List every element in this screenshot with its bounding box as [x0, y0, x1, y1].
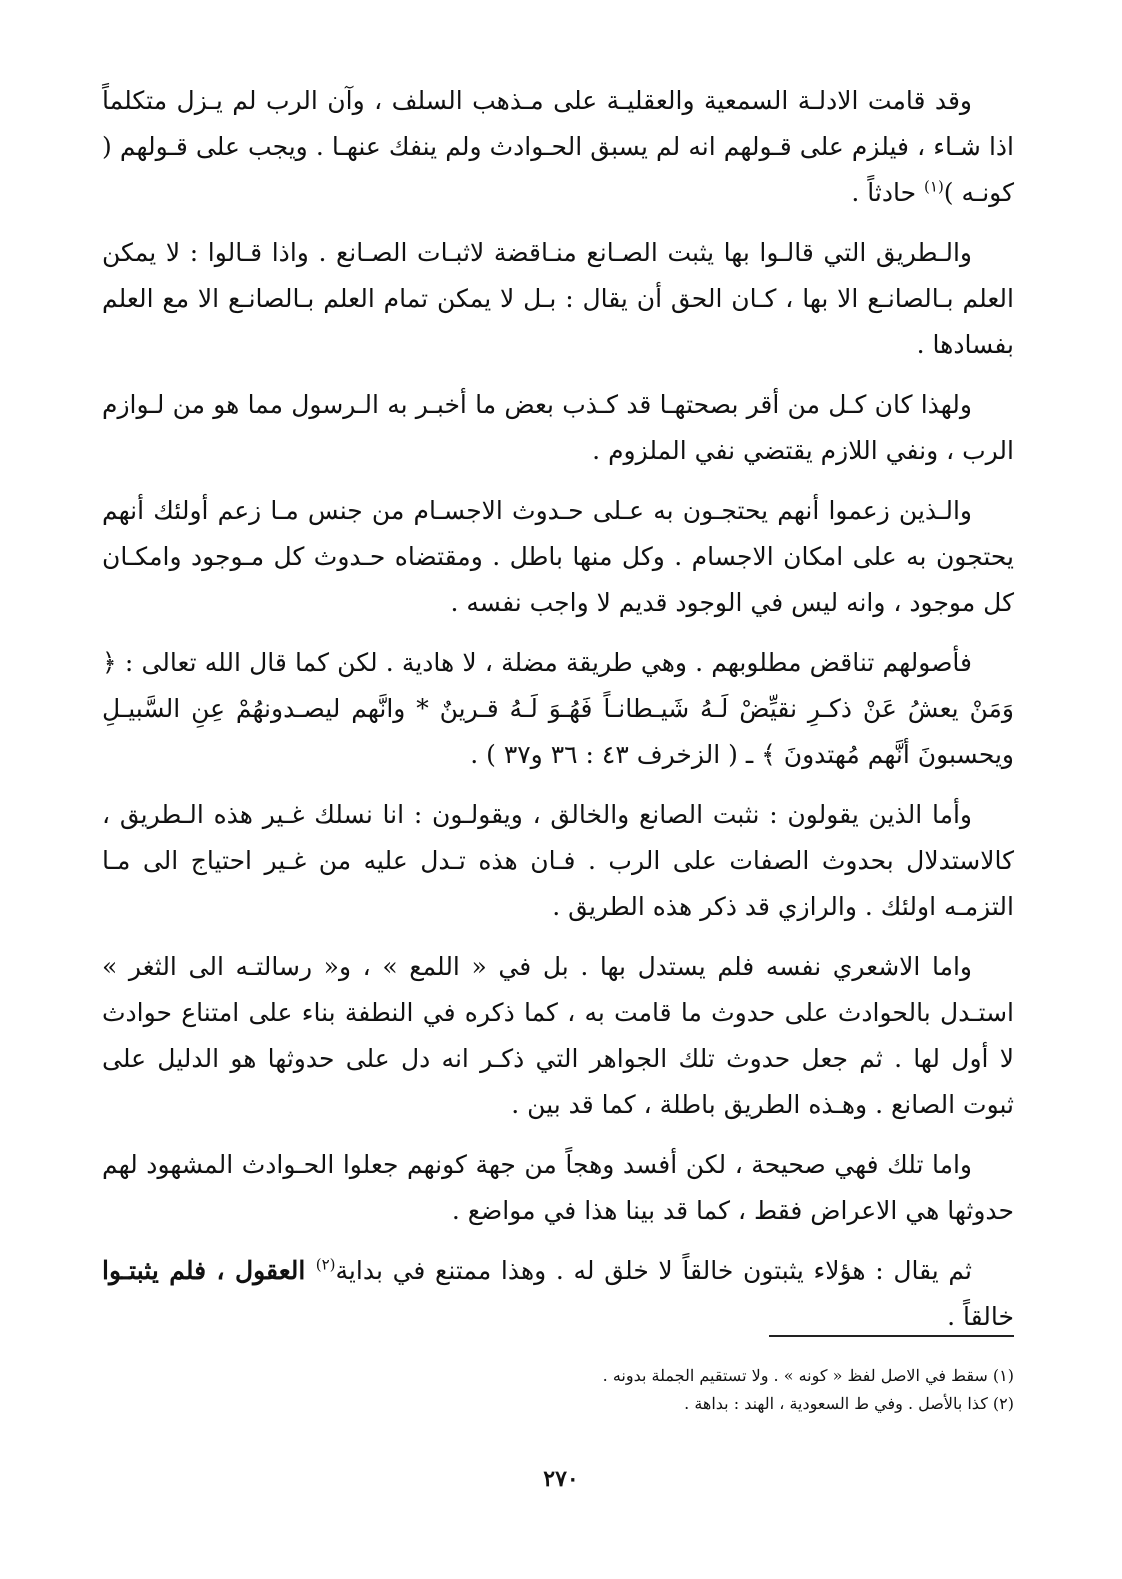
paragraph-text-bold: العقول ، فلم يثبتـوا	[102, 1256, 316, 1285]
paragraph-2	[102, 230, 1014, 368]
paragraph-text: واما تلك فهي صحيحة ، لكن أفسد وهجاً من جهة كونهم جعلوا الحـوادث المشهود لهم حدوثها هي الاعراض فقط ، كما قد بينا هذا في مواضع .	[102, 1150, 1014, 1225]
main-text	[102, 78, 1014, 1354]
paragraph-text: وأما الذين يقولون : نثبت الصانع والخالق ، ويقولـون : انا نسلك غـير هذه الـطريق ، كالاستدلال بحدوث الصفات على الرب . فـان هذه تـدل عليه من غـير احتياج الى مـا التزمـه اولئك . والرازي قد ذكر هذه الطريق .	[102, 800, 1014, 921]
paragraph-text: ثم يقال : هؤلاء يثبتون خالقاً لا خلق له . وهذا ممتنع في بداية	[335, 1256, 972, 1285]
paragraph-9	[102, 1248, 1014, 1340]
footnotes	[102, 1362, 1014, 1418]
paragraph-5	[102, 640, 1014, 778]
footnote-marker-1: (١)	[924, 177, 944, 196]
paragraph-8	[102, 1142, 1014, 1234]
paragraph-text: واما الاشعري نفسه فلم يستدل بها . بل في « اللمع » ، و« رسالتـه الى الثغر » استـدل بالحوادث على حدوث ما قامت به ، كما ذكره في النطفة بناء على امتناع حوادث لا أول لها . ثم جعل حدوث تلك الجواهر التي ذكـر انه دل على حدوثها هو الدليل على ثبوت الصانع . وهـذه الطريق باطلة ، كما قد بين .	[102, 952, 1014, 1119]
paragraph-1	[102, 78, 1014, 216]
paragraph-7	[102, 944, 1014, 1128]
paragraph-text: حادثاً .	[851, 178, 925, 207]
verse-reference: ـ ( الزخرف ٤٣ : ٣٦ و٣٧ ) .	[470, 740, 762, 769]
paragraph-text: ولهذا كان كـل من أقر بصحتهـا قد كـذب بعض ما أخبـر به الـرسول مما هو من لـوازم الرب ، ونفي اللازم يقتضي نفي الملزوم .	[102, 390, 1014, 465]
paragraph-text: وقد قامت الادلـة السمعية والعقليـة على مـذهب السلف ، وآن الرب لم يـزل متكلماً اذا شـاء ، فيلزم على قـولهم انه لم يسبق الحـوادث ولم ينفك عنهـا . ويجب على قـولهم ( كونـه )	[102, 86, 1014, 207]
quran-verse: ﴿ وَمَنْ يعشُ عَنْ ذكـرِ نقيِّضْ لَـهُ شَيـطانـاً فَهُـوَ لَـهُ قـرينٌ * وانَّهم ليصـدونهُمْ عِنِ السَّبيـلِ ويحسبونَ أنَّهم مُهتدونَ ﴾	[102, 648, 1014, 769]
paragraph-3	[102, 382, 1014, 474]
paragraph-text: فأصولهم تناقض مطلوبهم . وهي طريقة مضلة ، لا هادية . لكن كما قال الله تعالى :	[124, 648, 972, 677]
footnote-1: (١) سقط في الاصل لفظ « كونه » . ولا تستقيم الجملة بدونه .	[602, 1366, 1014, 1385]
page-number: ٢٧٠	[543, 1466, 579, 1492]
paragraph-text: خالقاً .	[947, 1302, 1014, 1331]
paragraph-4	[102, 488, 1014, 626]
paragraph-text: والـطريق التي قالـوا بها يثبت الصـانع منـاقضة لاثبـات الصـانع . واذا قـالوا : لا يمكن العلم بـالصانـع الا بها ، كـان الحق أن يقال : بـل لا يمكن تمام العلم بـالصانـع الا مع العلم بفسادها .	[102, 238, 1014, 359]
footnote-divider	[769, 1335, 1014, 1337]
footnote-2: (٢) كذا بالأصل . وفي ط السعودية ، الهند : بداهة .	[684, 1394, 1014, 1413]
paragraph-text: والـذين زعموا أنهم يحتجـون به عـلى حـدوث الاجسـام من جنس مـا زعم أولئك أنهم يحتجون به على امكان الاجسام . وكل منها باطل . ومقتضاه حـدوث كل مـوجود وامكـان كل موجود ، وانه ليس في الوجود قديم لا واجب نفسه .	[102, 496, 1014, 617]
paragraph-6	[102, 792, 1014, 930]
footnote-marker-2: (٢)	[315, 1255, 336, 1274]
